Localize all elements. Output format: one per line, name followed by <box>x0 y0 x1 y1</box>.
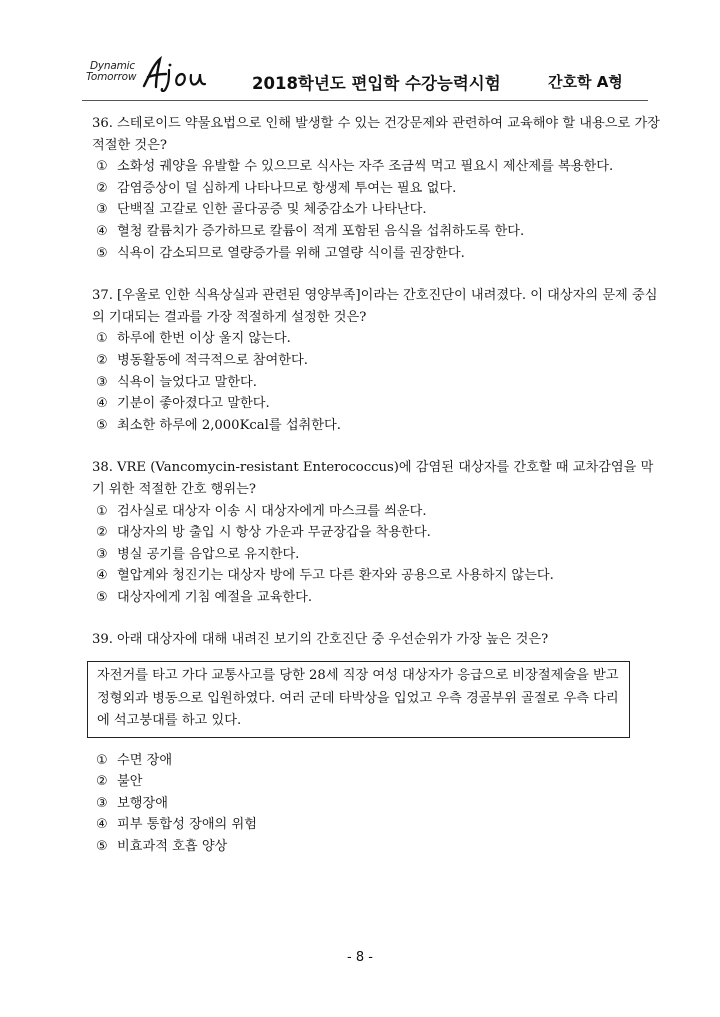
question-text: VRE (Vancomycin-resistant Enterococcus)에 감염된 대상자를 간호할 때 교차감염을 막기 위한 적절한 간호 행위는? <box>92 460 654 497</box>
option-item[interactable] <box>92 372 664 394</box>
option-item[interactable] <box>92 501 664 523</box>
option-text: 기분이 좋아졌다고 말한다. <box>117 396 270 412</box>
question-39 <box>92 629 664 857</box>
option-marker: ③ <box>96 546 108 562</box>
option-item[interactable] <box>92 565 664 587</box>
option-item[interactable] <box>92 178 664 200</box>
option-text: 대상자의 방 출입 시 항상 가운과 무균장갑을 착용한다. <box>117 525 431 541</box>
exam-type-label: 간호학 A형 <box>548 73 623 91</box>
question-text: 스테로이드 약물요법으로 인해 발생할 수 있는 건강문제와 관련하여 교육해야 할 내용으로 가장 적절한 것은? <box>92 116 660 153</box>
option-marker: ③ <box>96 795 108 811</box>
option-item[interactable] <box>92 350 664 372</box>
option-item[interactable] <box>92 522 664 544</box>
option-item[interactable] <box>92 544 664 566</box>
option-text: 혈청 칼륨치가 증가하므로 칼륨이 적게 포함된 음식을 섭취하도록 한다. <box>117 223 525 239</box>
option-item[interactable] <box>92 793 664 815</box>
option-marker: ⑤ <box>96 245 108 261</box>
option-marker: ① <box>96 331 108 347</box>
option-marker: ⑤ <box>96 838 108 854</box>
option-text: 피부 통합성 장애의 위험 <box>117 817 257 833</box>
option-item[interactable] <box>92 587 664 609</box>
option-marker: ① <box>96 503 108 519</box>
option-text: 소화성 궤양을 유발할 수 있으므로 식사는 자주 조금씩 먹고 필요시 제산제를 복용한다. <box>117 159 614 175</box>
question-stem <box>92 629 664 651</box>
option-marker: ④ <box>96 223 108 239</box>
option-text: 수면 장애 <box>117 752 173 768</box>
university-logo <box>86 56 226 94</box>
option-marker: ③ <box>96 374 108 390</box>
option-list <box>92 750 664 858</box>
option-text: 불안 <box>117 774 143 790</box>
option-marker: ② <box>96 774 108 790</box>
question-36 <box>92 113 664 264</box>
option-text: 검사실로 대상자 이송 시 대상자에게 마스크를 씌운다. <box>117 503 427 519</box>
option-marker: ② <box>96 525 108 541</box>
logo-tagline-bottom: Tomorrow <box>86 71 137 83</box>
option-item[interactable] <box>92 771 664 793</box>
option-item[interactable] <box>92 221 664 243</box>
option-marker: ① <box>96 159 108 175</box>
question-38 <box>92 457 664 608</box>
ajou-script-logo-icon <box>136 56 211 92</box>
option-marker: ② <box>96 180 108 196</box>
case-description-box: 자전거를 타고 가다 교통사고를 당한 28세 직장 여성 대상자가 응급으로 비장절제술을 받고 정형외과 병동으로 입원하였다. 여러 군데 타박상을 입었고 우측 경골부위 골절로 우측 다리에 석고붕대를 하고 있다. <box>87 661 630 738</box>
option-text: 대상자에게 기침 예절을 교육한다. <box>117 589 313 605</box>
option-text: 비효과적 호흡 양상 <box>117 838 228 854</box>
option-text: 병실 공기를 음압으로 유지한다. <box>117 546 300 562</box>
option-text: 감염증상이 덜 심하게 나타나므로 항생제 투여는 필요 없다. <box>117 180 457 196</box>
question-number: 36. <box>92 116 113 131</box>
option-item[interactable] <box>92 199 664 221</box>
option-item[interactable] <box>92 393 664 415</box>
option-marker: ④ <box>96 817 108 833</box>
option-list <box>92 156 664 264</box>
question-number: 38. <box>92 460 113 476</box>
logo-tagline-top: Dynamic <box>90 60 135 72</box>
question-text: [우울로 인한 식욕상실과 관련된 영양부족]이라는 간호진단이 내려졌다. 이 대상자의 문제 중심의 기대되는 결과를 가장 적절하게 설정한 것은? <box>92 288 658 325</box>
option-text: 하루에 한번 이상 울지 않는다. <box>117 331 291 347</box>
option-item[interactable] <box>92 243 664 265</box>
question-text: 아래 대상자에 대해 내려진 보기의 간호진단 중 우선순위가 가장 높은 것은? <box>116 632 549 648</box>
option-marker: ④ <box>96 396 108 412</box>
option-text: 식욕이 감소되므로 열량증가를 위해 고열량 식이를 권장한다. <box>117 245 465 261</box>
option-text: 혈압계와 청진기는 대상자 방에 두고 다른 환자와 공용으로 사용하지 않는다. <box>117 568 554 584</box>
option-text: 단백질 고갈로 인한 골다공증 및 체중감소가 나타난다. <box>117 202 427 218</box>
option-marker: ③ <box>96 202 108 218</box>
question-stem <box>92 113 664 156</box>
option-list <box>92 328 664 436</box>
page-number: - 8 - <box>347 950 373 965</box>
option-text: 식욕이 늘었다고 말한다. <box>117 374 257 390</box>
question-number: 37. <box>92 288 113 304</box>
option-marker: ① <box>96 752 108 768</box>
option-text: 보행장애 <box>117 795 168 811</box>
question-number: 39. <box>92 632 113 648</box>
option-marker: ④ <box>96 568 108 584</box>
option-item[interactable] <box>92 814 664 836</box>
option-item[interactable] <box>92 328 664 350</box>
option-marker: ⑤ <box>96 589 108 605</box>
question-37 <box>92 285 664 436</box>
question-list <box>92 113 664 879</box>
option-item[interactable] <box>92 415 664 437</box>
question-stem <box>92 285 664 328</box>
option-item[interactable] <box>92 836 664 858</box>
option-text: 병동활동에 적극적으로 참여한다. <box>117 352 308 368</box>
option-item[interactable] <box>92 750 664 772</box>
header-divider <box>82 100 648 101</box>
option-marker: ② <box>96 352 108 368</box>
option-text: 최소한 하루에 2,000Kcal를 섭취한다. <box>117 417 341 433</box>
option-list <box>92 501 664 609</box>
exam-title: 2018학년도 편입학 수강능력시험 <box>252 74 501 93</box>
option-item[interactable] <box>92 156 664 178</box>
question-stem <box>92 457 664 500</box>
option-marker: ⑤ <box>96 417 108 433</box>
exam-header <box>78 50 648 94</box>
